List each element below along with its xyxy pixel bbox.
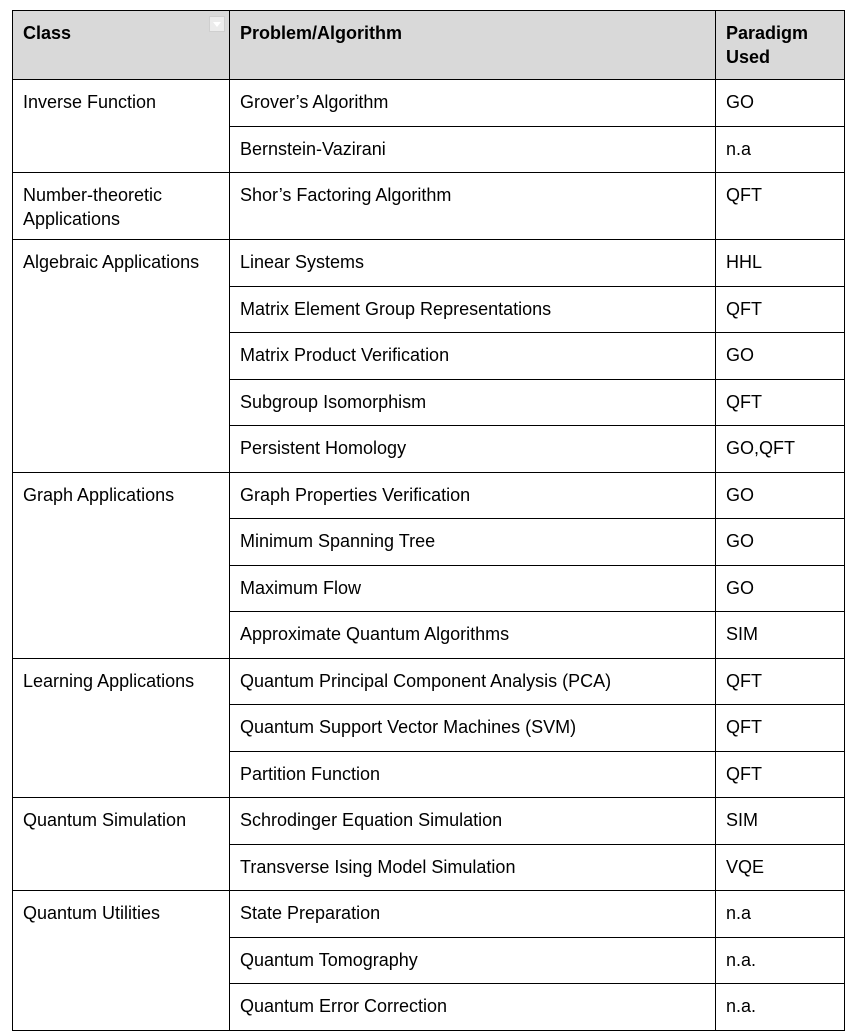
problem-cell: Schrodinger Equation Simulation bbox=[230, 798, 716, 845]
problem-cell: Shor’s Factoring Algorithm bbox=[230, 173, 716, 240]
table-body bbox=[13, 80, 845, 1031]
header-row bbox=[13, 11, 845, 80]
problem-cell: Matrix Product Verification bbox=[230, 333, 716, 380]
class-cell: Learning Applications bbox=[13, 658, 230, 798]
paradigm-cell: GO,QFT bbox=[716, 426, 845, 473]
class-cell: Inverse Function bbox=[13, 80, 230, 173]
problem-cell: Minimum Spanning Tree bbox=[230, 519, 716, 566]
filter-dropdown-icon[interactable] bbox=[209, 16, 225, 32]
paradigm-cell: GO bbox=[716, 472, 845, 519]
problem-cell: Matrix Element Group Representations bbox=[230, 286, 716, 333]
paradigm-cell: GO bbox=[716, 80, 845, 127]
table-row bbox=[13, 80, 845, 127]
header-paradigm: Paradigm Used bbox=[716, 11, 845, 80]
paradigm-cell: QFT bbox=[716, 705, 845, 752]
class-cell: Algebraic Applications bbox=[13, 240, 230, 473]
paradigm-cell: GO bbox=[716, 519, 845, 566]
paradigm-cell: QFT bbox=[716, 751, 845, 798]
problem-cell: Bernstein-Vazirani bbox=[230, 126, 716, 173]
problem-cell: Quantum Error Correction bbox=[230, 984, 716, 1031]
paradigm-cell: n.a. bbox=[716, 984, 845, 1031]
paradigm-cell: n.a bbox=[716, 891, 845, 938]
class-cell: Graph Applications bbox=[13, 472, 230, 658]
paradigm-cell: GO bbox=[716, 565, 845, 612]
paradigm-cell: VQE bbox=[716, 844, 845, 891]
table-row bbox=[13, 472, 845, 519]
paradigm-cell: QFT bbox=[716, 173, 845, 240]
table-row bbox=[13, 798, 845, 845]
problem-cell: State Preparation bbox=[230, 891, 716, 938]
header-class bbox=[13, 11, 230, 80]
class-cell: Number-theoretic Applications bbox=[13, 173, 230, 240]
problem-cell: Quantum Principal Component Analysis (PCA) bbox=[230, 658, 716, 705]
problem-cell: Transverse Ising Model Simulation bbox=[230, 844, 716, 891]
problem-cell: Quantum Tomography bbox=[230, 937, 716, 984]
problem-cell: Partition Function bbox=[230, 751, 716, 798]
paradigm-cell: HHL bbox=[716, 240, 845, 287]
problem-cell: Graph Properties Verification bbox=[230, 472, 716, 519]
problem-cell: Approximate Quantum Algorithms bbox=[230, 612, 716, 659]
paradigm-cell: n.a. bbox=[716, 937, 845, 984]
paradigm-cell: GO bbox=[716, 333, 845, 380]
problem-cell: Quantum Support Vector Machines (SVM) bbox=[230, 705, 716, 752]
problem-cell: Linear Systems bbox=[230, 240, 716, 287]
problem-cell: Maximum Flow bbox=[230, 565, 716, 612]
paradigm-cell: QFT bbox=[716, 379, 845, 426]
class-cell: Quantum Utilities bbox=[13, 891, 230, 1031]
table-row bbox=[13, 240, 845, 287]
paradigm-cell: QFT bbox=[716, 286, 845, 333]
paradigm-cell: QFT bbox=[716, 658, 845, 705]
table-row bbox=[13, 891, 845, 938]
problem-cell: Subgroup Isomorphism bbox=[230, 379, 716, 426]
header-class-label: Class bbox=[23, 23, 72, 43]
paradigm-cell: SIM bbox=[716, 798, 845, 845]
class-cell: Quantum Simulation bbox=[13, 798, 230, 891]
problem-cell: Grover’s Algorithm bbox=[230, 80, 716, 127]
header-problem: Problem/Algorithm bbox=[230, 11, 716, 80]
table-row bbox=[13, 173, 845, 240]
algorithms-table bbox=[12, 10, 845, 1031]
problem-cell: Persistent Homology bbox=[230, 426, 716, 473]
paradigm-cell: SIM bbox=[716, 612, 845, 659]
table-row bbox=[13, 658, 845, 705]
paradigm-cell: n.a bbox=[716, 126, 845, 173]
